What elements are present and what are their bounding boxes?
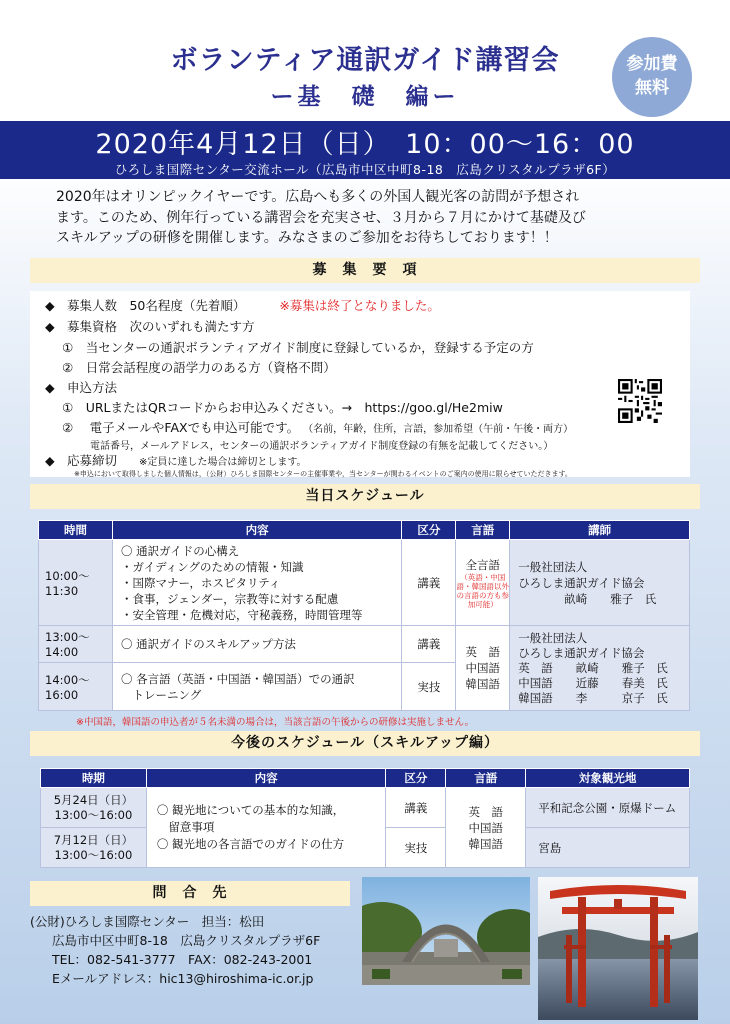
future-schedule-heading: 今後のスケジュール（スキルアップ編） (30, 731, 700, 756)
method-1: ① URLまたはQRコードからお申込みください。→ https://goo.gl/He2miw (62, 400, 503, 415)
lang-note: （英語・中国語・韓国語以外の言語の方も参加可能） (456, 572, 510, 609)
type-cell: 実技 (386, 828, 446, 868)
diamond-bullet-icon: ◆ (45, 380, 55, 395)
intro-line: スキルアップの研修を開催します。みなさまのご参加をお待ちしております！！ (56, 230, 558, 246)
recruitment-box (30, 291, 690, 477)
teacher-cell: 一般社団法人 ひろしま通訳ガイド協会 畝崎 雅子 氏 (510, 540, 690, 626)
method-2-detail-line2: 電話番号，メールアドレス，センターの通訳ボランティアガイド制度登録の有無を記載してください。） (90, 441, 554, 452)
deadline-text: 応募締切 (66, 453, 117, 468)
deadline-note: ※定員に達した場合は締切とします。 (138, 457, 307, 468)
col-header: 内容 (146, 769, 386, 788)
recruitment-heading: 募 集 要 項 (30, 258, 700, 283)
deadline-line (45, 451, 307, 469)
date-cell: 5月24日（日） 13:00〜16:00 (41, 788, 147, 828)
qualification-1: ① 当センターの通訳ボランティアガイド制度に登録しているか，登録する予定の方 (62, 340, 534, 355)
diamond-bullet-icon: ◆ (45, 319, 55, 334)
language-minimum-note: ※中国語，韓国語の申込者が５名未満の場合は，当該言語の午後からの研修は実施しません。 (76, 717, 475, 728)
content-cell: 〇 通訳ガイドのスキルアップ方法 (112, 626, 401, 663)
col-header: 言語 (456, 521, 510, 540)
qr-code-icon[interactable] (618, 379, 662, 423)
content-cell: 〇 観光地についての基本的な知識， 留意事項 〇 観光地の各言語でのガイドの仕方 (146, 788, 386, 868)
method-text: 申込方法 (66, 380, 117, 395)
lang-text: 全言語 (465, 557, 501, 572)
content-cell: 〇 通訳ガイドの心構え ・ガイディングのための情報・知識 ・国際マナー，ホスピタリティ ・食事，ジェンダー，宗教等に対する配慮 ・安全管理・危機対応，守秘義務，時間管理等 (112, 540, 401, 626)
lang-cell: 英 語 中国語 韓国語 (456, 626, 510, 711)
diamond-bullet-icon: ◆ (45, 453, 55, 468)
table-header-row (41, 769, 690, 788)
col-header: 内容 (112, 521, 401, 540)
table-row (41, 788, 690, 828)
peace-memorial-cenotaph-photo (362, 877, 530, 985)
table-row (39, 540, 690, 626)
fee-badge-line2: 無料 (635, 78, 669, 98)
intro-line: 2020年はオリンピックイヤーです。広島へも多くの外国人観光客の訪問が予想され (56, 189, 580, 205)
itsukushima-torii-photo (538, 877, 698, 1020)
time-cell: 10:00〜 11:30 (39, 540, 113, 626)
table-row (39, 626, 690, 663)
event-date: 2020年4月12日（日） 10：00〜16：00 (95, 129, 635, 160)
page-title: ボランティア通訳ガイド講習会 (170, 45, 560, 76)
time-cell: 13:00〜 14:00 (39, 626, 113, 663)
day-schedule-table (38, 520, 690, 711)
qualification-line (45, 317, 255, 335)
place-cell: 平和記念公園・原爆ドーム (526, 788, 690, 828)
privacy-note: ※申込において取得しました個人情報は，（公財）ひろしま国際センターの主催事業や，当センターが関わるイベントのご案内の使用に限らせていただきます。 (74, 470, 572, 478)
contact-email: Eメールアドレス：hic13@hiroshima-ic.or.jp (52, 971, 314, 986)
fee-badge-line1: 参加費 (626, 54, 678, 74)
col-header: 講師 (510, 521, 690, 540)
col-header: 区分 (402, 521, 456, 540)
qualification-2: ② 日常会話程度の語学力のある方（資格不問） (62, 360, 336, 375)
day-schedule-heading: 当日スケジュール (30, 484, 700, 509)
date-cell: 7月12日（日） 13:00〜16:00 (41, 828, 147, 868)
type-cell: 講義 (402, 540, 456, 626)
col-header: 言語 (446, 769, 526, 788)
contact-org: (公財)ひろしま国際センター 担当：松田 (30, 914, 265, 929)
method-2-text: ② 電子メールやFAXでも申込可能です。 (62, 420, 300, 435)
qualification-text: 募集資格 次のいずれも満たす方 (66, 319, 255, 334)
col-header: 時間 (39, 521, 113, 540)
type-cell: 実技 (402, 663, 456, 711)
contact-heading: 問 合 先 (30, 881, 350, 906)
col-header: 時期 (41, 769, 147, 788)
type-cell: 講義 (402, 626, 456, 663)
event-venue: ひろしま国際センター交流ホール（広島市中区中町8-18 広島クリスタルプラザ6F） (114, 162, 616, 177)
intro-line: ます。このため、例年行っている講習会を充実させ、３月から７月にかけて基礎及び (56, 209, 586, 226)
time-cell: 14:00〜 16:00 (39, 663, 113, 711)
col-header: 対象観光地 (526, 769, 690, 788)
capacity-line (45, 296, 440, 314)
capacity-closed-note: ※募集は終了となりました。 (279, 298, 440, 313)
teacher-cell: 一般社団法人 ひろしま通訳ガイド協会 英 語 畝崎 雅子 氏 中国語 近藤 春美 氏 韓国語 李 京子 氏 (510, 626, 690, 711)
method-2-detail: （名前，年齢，住所，言語，参加希望（午前・午後・両方） (303, 424, 574, 435)
future-schedule-table (40, 768, 690, 868)
free-fee-badge (612, 37, 692, 117)
event-banner (0, 121, 730, 179)
lang-cell: 英 語 中国語 韓国語 (446, 788, 526, 868)
type-cell: 講義 (386, 788, 446, 828)
intro-text (56, 187, 686, 249)
contact-address: 広島市中区中町8-18 広島クリスタルプラザ6F (52, 933, 321, 948)
table-header-row (39, 521, 690, 540)
diamond-bullet-icon: ◆ (45, 298, 55, 313)
contact-phone-fax: TEL：082-541-3777 FAX：082-243-2001 (52, 952, 313, 967)
col-header: 区分 (386, 769, 446, 788)
contact-info (30, 912, 320, 988)
content-cell: 〇 各言語（英語・中国語・韓国語）での通訳 トレーニング (112, 663, 401, 711)
capacity-text: 募集人数 50名程度（先着順） (66, 298, 246, 313)
lang-cell (456, 540, 510, 626)
place-cell: 宮島 (526, 828, 690, 868)
method-line (45, 378, 117, 396)
page-subtitle: ー基 礎 編ー (270, 83, 460, 110)
method-2 (62, 418, 573, 436)
